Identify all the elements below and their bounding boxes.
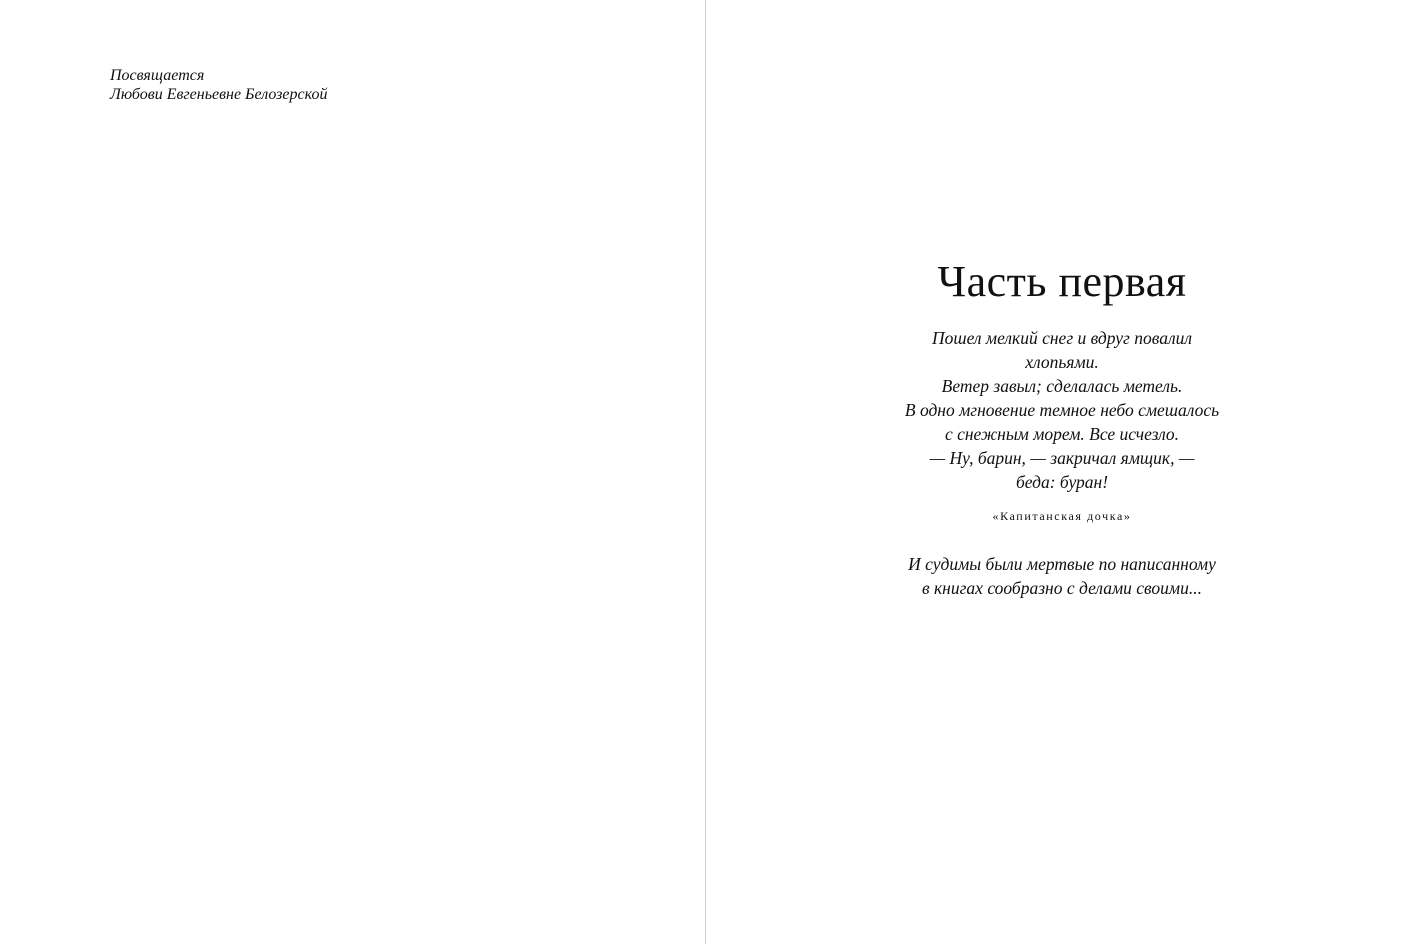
epigraph-source: «Капитанская дочка» (992, 509, 1132, 523)
epigraph-line: Пошел мелкий снег и вдруг повалил (931, 328, 1192, 348)
epigraph-2 (876, 552, 1248, 600)
epigraph-line: с снежным морем. Все исчезло. (944, 424, 1180, 444)
epigraph-line: в книгах сообразно с делами своими... (922, 578, 1202, 598)
epigraph-line: И судимы были мертвые по написанному (908, 554, 1216, 574)
epigraph-line: В одно мгновение темное небо смешалось (904, 400, 1220, 420)
dedication-line: Любови Евгеньевне Белозерской (110, 86, 328, 103)
dedication (110, 66, 327, 104)
epigraph-line: хлопьями. (1025, 352, 1099, 372)
right-page (706, 0, 1410, 944)
part-opening (876, 254, 1248, 600)
part-title: Часть первая (937, 257, 1187, 306)
epigraph-line: Ветер завыл; сделалась метель. (941, 376, 1183, 396)
epigraph-line: беда: буран! (1015, 472, 1109, 492)
epigraph-line: — Ну, барин, — закричал ямщик, — (929, 448, 1195, 468)
epigraph-1 (876, 326, 1248, 494)
dedication-line: Посвящается (110, 67, 205, 84)
